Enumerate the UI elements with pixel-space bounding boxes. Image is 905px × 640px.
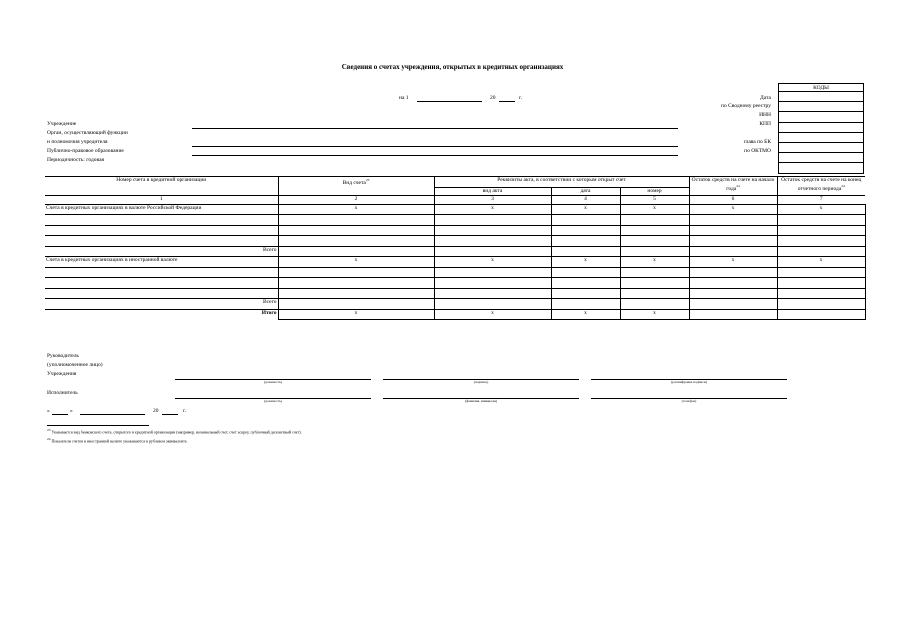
cell[interactable] [620, 267, 689, 278]
codes-table [778, 83, 864, 174]
cell[interactable] [777, 215, 865, 226]
head-label-3: Учреждения [47, 371, 77, 377]
cell[interactable] [689, 309, 777, 320]
footnote-23: $^{23}$ Указывается вид банковского счета, открытого в кредитной организации (например, номинальный счет, счет эскроу, публичный депозитный счет). [47, 428, 302, 435]
cell[interactable] [551, 267, 620, 278]
header-act-number: номер [620, 187, 689, 195]
label-glava-bk: глава по БК [743, 139, 771, 145]
accounts-table [45, 176, 866, 320]
grand-total-row [45, 309, 865, 320]
cell[interactable] [434, 267, 551, 278]
cell[interactable] [551, 225, 620, 236]
table-row[interactable] [45, 267, 865, 278]
header-act-date: дата [551, 187, 620, 195]
label-periodicity: Периодичность: годовая [47, 157, 105, 163]
x-mark: x [777, 257, 865, 268]
head-label-2: (уполномоченное лицо) [47, 362, 103, 368]
x-mark: x [434, 204, 551, 215]
cell[interactable] [278, 299, 434, 310]
code-cell-kpp[interactable] [779, 122, 864, 132]
sign-date-month-field[interactable] [80, 414, 145, 415]
date-day-month-field[interactable] [417, 101, 482, 102]
label-ppo: Публично-правовое образование [47, 148, 124, 154]
cell[interactable] [45, 267, 278, 278]
date-suffix: г. [519, 95, 523, 101]
header-act-type: вид акта [434, 187, 551, 195]
page-title: Сведения о счетах учреждения, открытых в кредитных организациях [341, 63, 564, 71]
x-mark: x [551, 257, 620, 268]
sign-year-prefix: 20 [153, 408, 159, 414]
cell[interactable] [278, 225, 434, 236]
sign-date-open: « [47, 408, 50, 414]
code-cell-oktmo[interactable] [779, 153, 864, 163]
table-row[interactable] [45, 278, 865, 289]
cell[interactable] [551, 278, 620, 289]
caption-exec-name: (фамилия, инициалы) [464, 399, 498, 403]
cell[interactable] [620, 299, 689, 310]
x-mark: x [689, 204, 777, 215]
label-oktmo: по ОКТМО [744, 148, 771, 154]
cell[interactable] [551, 215, 620, 226]
section-rub-label: Счета в кредитных организациях в валюте Российской Федерации [45, 204, 278, 215]
x-mark: x [620, 204, 689, 215]
cell[interactable] [434, 278, 551, 289]
col-num-4: 4 [551, 195, 620, 204]
cell[interactable] [777, 278, 865, 289]
total-label: Всего [45, 299, 278, 310]
section-foreign-label: Счета в кредитных организациях в иностранной валюте [45, 257, 278, 268]
cell[interactable] [777, 267, 865, 278]
table-row[interactable] [45, 288, 865, 299]
header-account-type: Вид счета$^{23}$ [278, 177, 434, 196]
code-cell-svodny[interactable] [779, 102, 864, 112]
label-svodny-reestr: по Сводному реестру [721, 103, 771, 109]
cell[interactable] [620, 246, 689, 257]
cell[interactable] [278, 246, 434, 257]
cell[interactable] [45, 288, 278, 299]
x-mark: x [551, 309, 620, 320]
header-balance-start: Остаток средств на счете на начало года$^{24}$ [689, 177, 777, 196]
table-row [45, 257, 865, 268]
label-date: Дата [760, 95, 771, 101]
cell[interactable] [278, 288, 434, 299]
code-cell-period[interactable] [779, 163, 864, 173]
col-num-3: 3 [434, 195, 551, 204]
organ-field[interactable] [192, 146, 678, 147]
cell[interactable] [551, 246, 620, 257]
header-balance-end: Остаток средств на счете на конец отчетного периода$^{24}$ [777, 177, 865, 196]
cell[interactable] [45, 215, 278, 226]
total-row-rub [45, 246, 865, 257]
head-label-1: Руководитель [47, 353, 79, 359]
x-mark: x [620, 309, 689, 320]
cell[interactable] [278, 236, 434, 247]
x-mark: x [689, 257, 777, 268]
code-cell-blank[interactable] [779, 132, 864, 142]
cell[interactable] [278, 278, 434, 289]
col-num-7: 7 [777, 195, 865, 204]
x-mark: x [551, 204, 620, 215]
label-organ-1: Орган, осуществляющий функции [47, 130, 128, 136]
cell[interactable] [434, 246, 551, 257]
cell[interactable] [689, 236, 777, 247]
total-row-foreign [45, 299, 865, 310]
table-row[interactable] [45, 236, 865, 247]
cell[interactable] [45, 278, 278, 289]
x-mark: x [434, 309, 551, 320]
caption-name: (расшифровка подписи) [671, 380, 707, 384]
total-label: Всего [45, 246, 278, 257]
cell[interactable] [689, 278, 777, 289]
cell[interactable] [689, 215, 777, 226]
cell[interactable] [45, 236, 278, 247]
code-cell-inn[interactable] [779, 112, 864, 122]
institution-field[interactable] [192, 128, 678, 129]
x-mark: x [278, 204, 434, 215]
col-num-1: 1 [45, 195, 278, 204]
ppo-field[interactable] [192, 155, 678, 156]
cell[interactable] [620, 278, 689, 289]
col-num-2: 2 [278, 195, 434, 204]
label-organ-2: и полномочия учредителя [47, 139, 108, 145]
cell[interactable] [689, 225, 777, 236]
caption-position: (должность) [263, 380, 283, 384]
cell[interactable] [777, 246, 865, 257]
cell[interactable] [434, 215, 551, 226]
x-mark: x [620, 257, 689, 268]
caption-signature: (подпись) [473, 380, 489, 384]
footnote-separator [47, 425, 149, 426]
cell[interactable] [777, 309, 865, 320]
cell[interactable] [777, 236, 865, 247]
codes-header: КОДЫ [779, 84, 864, 92]
cell[interactable] [434, 299, 551, 310]
col-num-5: 5 [620, 195, 689, 204]
caption-exec-position: (должность) [263, 399, 283, 403]
col-num-6: 6 [689, 195, 777, 204]
grand-total-label: Итого [45, 309, 278, 320]
label-kpp: КПП [759, 121, 771, 127]
table-row[interactable] [45, 225, 865, 236]
sign-date-day-field[interactable] [52, 414, 68, 415]
code-cell-date[interactable] [779, 92, 864, 102]
cell[interactable] [278, 215, 434, 226]
cell[interactable] [45, 225, 278, 236]
x-mark: x [278, 257, 434, 268]
x-mark: x [777, 204, 865, 215]
cell[interactable] [434, 288, 551, 299]
cell[interactable] [689, 288, 777, 299]
cell[interactable] [777, 225, 865, 236]
header-act-details: Реквизиты акта, в соответствии с которым открыт счет [434, 177, 689, 188]
cell[interactable] [434, 236, 551, 247]
cell[interactable] [620, 236, 689, 247]
cell[interactable] [777, 299, 865, 310]
caption-exec-phone: (телефон) [681, 399, 697, 403]
cell[interactable] [689, 246, 777, 257]
executor-label: Исполнитель [47, 390, 78, 396]
cell[interactable] [689, 299, 777, 310]
footnote-24: $^{24}$ Показатели счетов в иностранной валюте указываются в рублевом эквиваленте. [47, 437, 188, 444]
cell[interactable] [620, 215, 689, 226]
sign-date-close: » [70, 408, 73, 414]
sign-year-suffix: г. [183, 408, 187, 414]
date-prefix: на 1 [399, 95, 409, 101]
code-cell-glava[interactable] [779, 142, 864, 152]
cell[interactable] [689, 267, 777, 278]
table-row [45, 204, 865, 215]
cell[interactable] [278, 267, 434, 278]
date-year-prefix: 20 [490, 95, 496, 101]
header-account-number: Номер счета в кредитной организации [45, 177, 278, 196]
x-mark: x [434, 257, 551, 268]
cell[interactable] [551, 288, 620, 299]
cell[interactable] [777, 288, 865, 299]
cell[interactable] [551, 299, 620, 310]
sign-year-field[interactable] [162, 414, 178, 415]
cell[interactable] [620, 225, 689, 236]
date-year-field[interactable] [499, 101, 515, 102]
label-inn: ИНН [759, 112, 771, 118]
cell[interactable] [434, 225, 551, 236]
cell[interactable] [620, 288, 689, 299]
table-row[interactable] [45, 215, 865, 226]
cell[interactable] [551, 236, 620, 247]
x-mark: x [278, 309, 434, 320]
label-institution: Учреждение [47, 121, 77, 127]
